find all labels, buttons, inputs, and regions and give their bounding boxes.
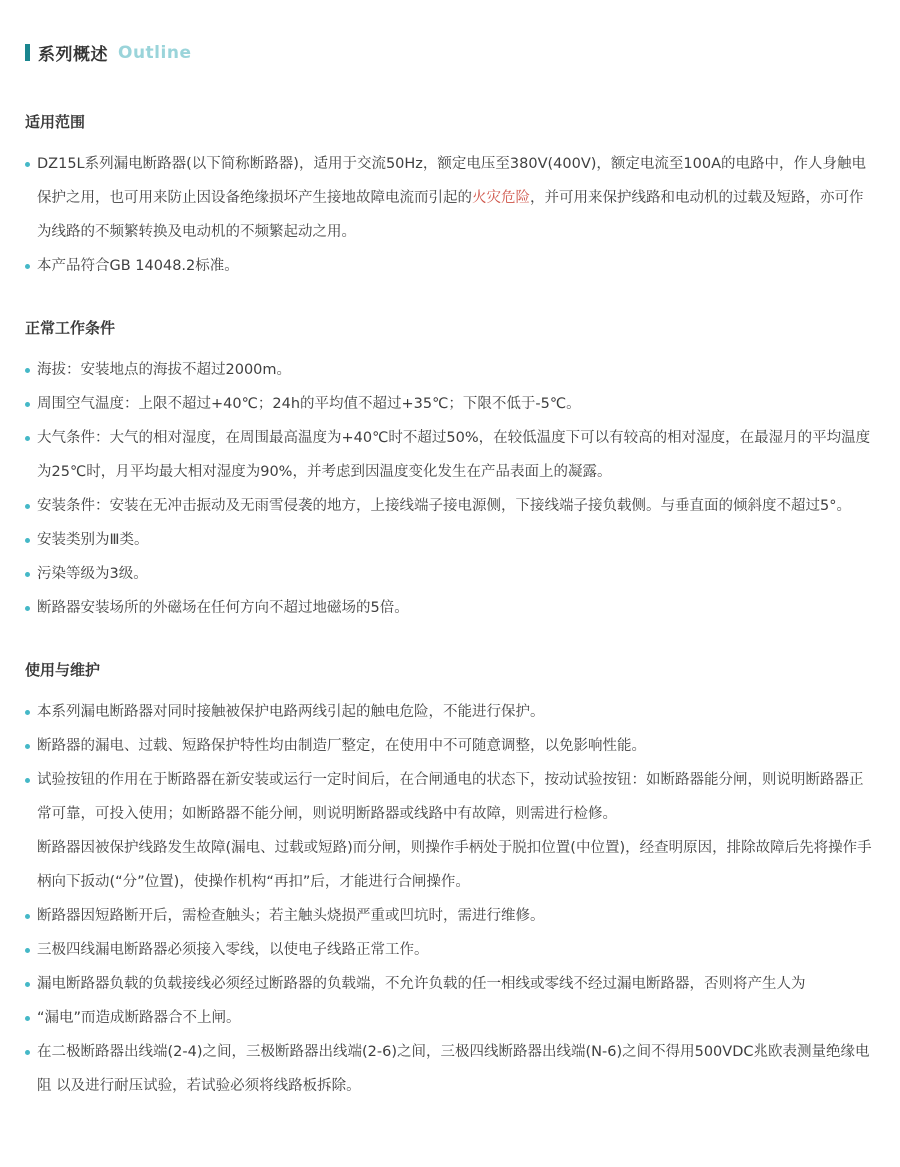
bullet-icon [25, 162, 30, 167]
item-text: 周围空气温度：上限不超过+40℃；24h的平均值不超过+35℃；下限不低于-5℃。 [37, 396, 581, 412]
item-list [25, 147, 872, 283]
list-item [25, 489, 872, 523]
list-item [25, 1035, 872, 1103]
item-text: 在二极断路器出线端(2-4)之间，三极断路器出线端(2-6)之间，三极四线断路器出线端(N-6)之间不得用500VDC兆欧表测量绝缘电阻 以及进行耐压试验，若试验必须将线路板拆除。 [37, 1044, 870, 1094]
page-title [25, 40, 872, 65]
item-text: 污染等级为3级。 [37, 566, 148, 582]
item-text: 断路器的漏电、过载、短路保护特性均由制造厂整定，在使用中不可随意调整，以免影响性能。 [37, 738, 646, 754]
list-item [25, 387, 872, 421]
item-text: 安装类别为Ⅲ类。 [37, 532, 149, 548]
title-accent-bar-icon [25, 44, 30, 61]
list-item [25, 899, 872, 933]
item-text: 本系列漏电断路器对同时接触被保护电路两线引起的触电危险，不能进行保护。 [37, 704, 545, 720]
item-text: 断路器因短路断开后，需检查触头；若主触头烧损严重或凹坑时，需进行维修。 [37, 908, 545, 924]
bullet-icon [25, 264, 30, 269]
item-text: 本产品符合GB 14048.2标准。 [37, 258, 239, 274]
bullet-icon [25, 744, 30, 749]
list-item [25, 763, 872, 831]
list-item [25, 967, 872, 1001]
item-text: 海拔：安装地点的海拔不超过2000m。 [37, 362, 292, 378]
item-text: DZ15L系列漏电断路器(以下简称断路器)，适用于交流50Hz，额定电压至380V(400V)，额定电流至100A的电路中，作人身触电保护之用，也可用来防止因设备绝缘损坏产生接地故障电流而引起的火灾危险，并可用来保护线路和电动机的过载及短路，亦可作为线路的不频繁转换及电动机的不频繁起动之用。 [37, 156, 867, 240]
item-text: 漏电断路器负载的负载接线必须经过断路器的负载端，不允许负载的任一相线或零线不经过漏电断路器，否则将产生人为 [37, 976, 806, 992]
bullet-icon [25, 436, 30, 441]
bullet-icon [25, 1016, 30, 1021]
item-list [25, 353, 872, 625]
section-1 [25, 317, 872, 625]
item-text: 三极四线漏电断路器必须接入零线，以使电子线路正常工作。 [37, 942, 429, 958]
sections-container [25, 111, 872, 1103]
section-heading: 正常工作条件 [25, 319, 116, 337]
list-item [25, 557, 872, 591]
bullet-icon [25, 572, 30, 577]
list-item [25, 147, 872, 249]
bullet-icon [25, 948, 30, 953]
item-text: 安装条件：安装在无冲击振动及无雨雪侵袭的地方，上接线端子接电源侧，下接线端子接负载侧。与垂直面的倾斜度不超过5°。 [37, 498, 851, 514]
section-0 [25, 111, 872, 283]
section-2 [25, 659, 872, 1103]
bullet-icon [25, 538, 30, 543]
highlighted-text: 火灾危险 [472, 190, 530, 206]
bullet-icon [25, 606, 30, 611]
item-text: 断路器安装场所的外磁场在任何方向不超过地磁场的5倍。 [37, 600, 409, 616]
list-item [25, 695, 872, 729]
list-item [25, 1001, 872, 1035]
item-text: 断路器因被保护线路发生故障(漏电、过载或短路)而分闸，则操作手柄处于脱扣位置(中位置)，经查明原因，排除故障后先将操作手柄向下扳动(“分”位置)，使操作机构“再扣”后，才能进行合闸操作。 [37, 840, 872, 890]
page-title-en: Outline [118, 42, 192, 63]
bullet-icon [25, 914, 30, 919]
list-item [25, 933, 872, 967]
bullet-icon [25, 504, 30, 509]
section-heading: 适用范围 [25, 113, 86, 131]
bullet-icon [25, 1050, 30, 1055]
list-item [25, 353, 872, 387]
page-title-zh: 系列概述 [38, 45, 108, 65]
item-text: “漏电”而造成断路器合不上闸。 [37, 1010, 241, 1026]
list-item [25, 729, 872, 763]
bullet-icon [25, 402, 30, 407]
list-item [25, 523, 872, 557]
bullet-icon [25, 982, 30, 987]
item-text: 试验按钮的作用在于断路器在新安装或运行一定时间后，在合闸通电的状态下，按动试验按钮：如断路器能分闸，则说明断路器正常可靠，可投入使用；如断路器不能分闸，则说明断路器或线路中有故障，则需进行检修。 [37, 772, 864, 822]
list-item-continuation [25, 831, 872, 899]
section-heading: 使用与维护 [25, 661, 101, 679]
list-item [25, 591, 872, 625]
bullet-icon [25, 710, 30, 715]
item-list [25, 695, 872, 1103]
list-item [25, 421, 872, 489]
list-item [25, 249, 872, 283]
bullet-icon [25, 778, 30, 783]
bullet-icon [25, 368, 30, 373]
item-text: 大气条件：大气的相对湿度，在周围最高温度为+40℃时不超过50%，在较低温度下可以有较高的相对湿度，在最湿月的平均温度为25℃时，月平均最大相对湿度为90%，并考虑到因温度变化发生在产品表面上的凝露。 [37, 430, 871, 480]
